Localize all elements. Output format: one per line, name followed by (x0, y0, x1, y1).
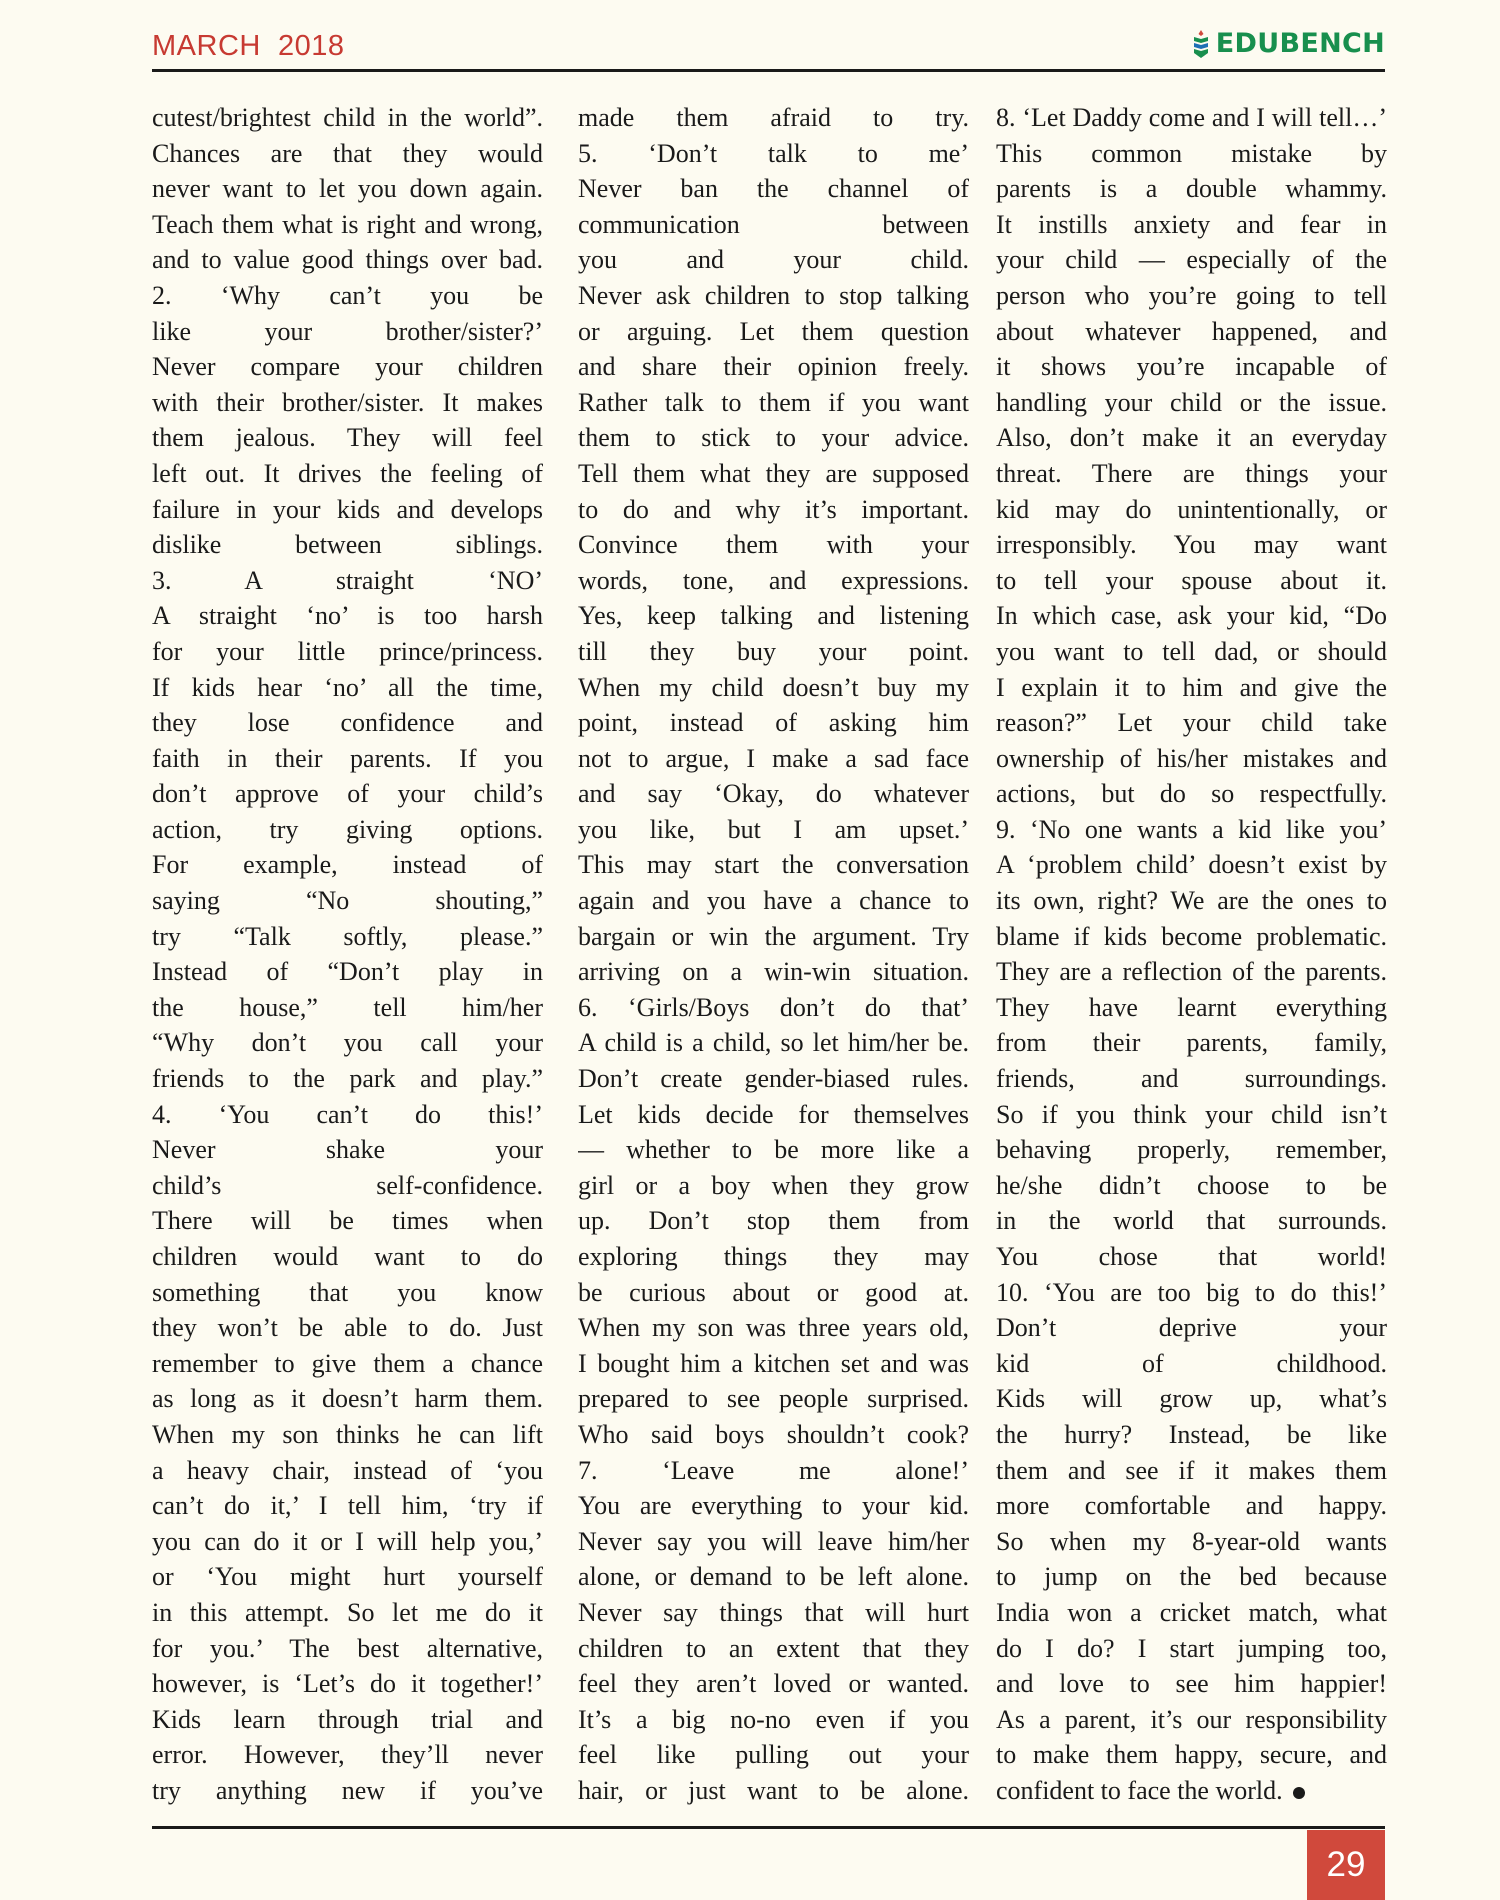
text-line: Instead of “Don’t play in (152, 957, 543, 987)
text-line: communication between (578, 209, 969, 239)
text-line: 9. ‘No one wants a kid like you’ (996, 814, 1387, 844)
text-line: left out. It drives the feeling of (152, 458, 543, 488)
text-line: alone, or demand to be left alone. (578, 1562, 969, 1592)
text-line: A child is a child, so let him/her be. (578, 1028, 969, 1058)
text-line: or arguing. Let them question (578, 316, 969, 346)
text-line: Chances are that they would (152, 138, 543, 168)
header-divider (152, 69, 1385, 72)
text-line: you can do it or I will help you,’ (152, 1526, 543, 1556)
text-line: Kids learn through trial and (152, 1704, 543, 1734)
text-line: child’s self-confidence. (152, 1170, 543, 1200)
text-line: saying “No shouting,” (152, 886, 543, 916)
text-line: When my son thinks he can lift (152, 1419, 543, 1449)
article-body (152, 100, 1385, 1810)
text-line: irresponsibly. You may want (996, 530, 1387, 560)
text-line: them to stick to your advice. (578, 423, 969, 453)
text-line: I explain it to him and give the (996, 672, 1387, 702)
text-line: prepared to see people surprised. (578, 1384, 969, 1414)
text-line: Let kids decide for themselves (578, 1099, 969, 1129)
text-line: and share their opinion freely. (578, 352, 969, 382)
text-line: be curious about or good at. (578, 1277, 969, 1307)
footer-divider (152, 1826, 1385, 1829)
text-line: 8. ‘Let Daddy come and I will tell…’ (996, 103, 1387, 132)
text-line: again and you have a chance to (578, 886, 969, 916)
text-line: 2. ‘Why can’t you be (152, 280, 543, 310)
article-column-1 (152, 100, 543, 1810)
text-line: words, tone, and expressions. (578, 565, 969, 595)
article-column-3 (996, 100, 1387, 1810)
text-line: till they buy your point. (578, 636, 969, 666)
text-line: So if you think your child isn’t (996, 1099, 1387, 1129)
text-line: it shows you’re incapable of (996, 352, 1387, 382)
text-line: hair, or just want to be alone. (578, 1775, 969, 1805)
text-line: You chose that world! (996, 1242, 1387, 1271)
brand-logo (1191, 28, 1385, 59)
text-line: person who you’re going to tell (996, 280, 1387, 310)
text-line: They are a reflection of the parents. (996, 957, 1387, 987)
text-line: handling your child or the issue. (996, 387, 1387, 417)
text-line: error. However, they’ll never (152, 1740, 543, 1770)
text-line: from their parents, family, (996, 1028, 1387, 1058)
text-line: as long as it doesn’t harm them. (152, 1384, 543, 1414)
text-line: not to argue, I make a sad face (578, 743, 969, 773)
text-line: for your little prince/princess. (152, 636, 543, 666)
text-line: exploring things they may (578, 1242, 969, 1271)
text-line: actions, but do so respectfully. (996, 779, 1387, 809)
text-line: Never compare your children (152, 352, 543, 382)
article-column-2 (578, 100, 969, 1810)
text-line: Convince them with your (578, 530, 969, 560)
text-line: they won’t be able to do. Just (152, 1313, 543, 1343)
text-line: you want to tell dad, or should (996, 636, 1387, 666)
text-line: When my son was three years old, (578, 1313, 969, 1343)
text-line: you like, but I am upset.’ (578, 814, 969, 844)
text-line: try anything new if you’ve (152, 1775, 543, 1805)
text-line: A straight ‘no’ is too harsh (152, 601, 543, 631)
text-line: can’t do it,’ I tell him, ‘try if (152, 1491, 543, 1521)
text-line: feel they aren’t loved or wanted. (578, 1669, 969, 1699)
text-line: India won a cricket match, what (996, 1597, 1387, 1627)
text-line: try “Talk softly, please.” (152, 921, 543, 951)
text-line: In which case, ask your kid, “Do (996, 601, 1387, 631)
text-line: Never ask children to stop talking (578, 280, 969, 310)
text-line: Don’t deprive your (996, 1313, 1387, 1343)
text-line: confident to face the world. (996, 1773, 1387, 1809)
text-line: It instills anxiety and fear in (996, 209, 1387, 239)
text-line: in this attempt. So let me do it (152, 1597, 543, 1627)
text-line: the hurry? Instead, be like (996, 1419, 1387, 1449)
text-line: Tell them what they are supposed (578, 458, 969, 488)
issue-date: MARCH 2018 (152, 30, 345, 62)
text-line: dislike between siblings. (152, 530, 543, 560)
text-line: for you.’ The best alternative, (152, 1633, 543, 1663)
text-line: something that you know (152, 1277, 543, 1307)
text-line: your child — especially of the (996, 245, 1387, 275)
text-line: cutest/brightest child in the world”. (152, 103, 543, 132)
text-line: friends, and surroundings. (996, 1064, 1387, 1094)
text-line: When my child doesn’t buy my (578, 672, 969, 702)
text-line: don’t approve of your child’s (152, 779, 543, 809)
text-line: or ‘You might hurt yourself (152, 1562, 543, 1592)
text-line: them and see if it makes them (996, 1455, 1387, 1485)
text-line: to make them happy, secure, and (996, 1740, 1387, 1770)
text-line: children to an extent that they (578, 1633, 969, 1663)
text-line: and to value good things over bad. (152, 245, 543, 275)
text-line: Also, don’t make it an everyday (996, 423, 1387, 453)
text-line: 7. ‘Leave me alone!’ (578, 1455, 969, 1485)
page-number: 29 (1326, 1845, 1366, 1884)
text-line: So when my 8-year-old wants (996, 1526, 1387, 1556)
text-line: you and your child. (578, 245, 969, 275)
text-line: They have learnt everything (996, 992, 1387, 1022)
text-line: them jealous. They will feel (152, 423, 543, 453)
text-line: children would want to do (152, 1242, 543, 1271)
text-line: action, try giving options. (152, 814, 543, 844)
page-number-box (1307, 1830, 1385, 1900)
text-line: Who said boys shouldn’t cook? (578, 1419, 969, 1449)
text-line: reason?” Let your child take (996, 708, 1387, 738)
text-line: kid of childhood. (996, 1348, 1387, 1378)
text-line: friends to the park and play.” (152, 1064, 543, 1094)
text-line: ownership of his/her mistakes and (996, 743, 1387, 773)
text-line: kid may do unintentionally, or (996, 494, 1387, 524)
text-line: threat. There are things your (996, 458, 1387, 488)
text-line: the house,” tell him/her (152, 992, 543, 1022)
text-line: up. Don’t stop them from (578, 1206, 969, 1236)
text-line: Don’t create gender-biased rules. (578, 1064, 969, 1094)
text-line: girl or a boy when they grow (578, 1170, 969, 1200)
text-line: For example, instead of (152, 850, 543, 880)
text-line: 5. ‘Don’t talk to me’ (578, 138, 969, 168)
text-line: more comfortable and happy. (996, 1491, 1387, 1521)
text-line: If kids hear ‘no’ all the time, (152, 672, 543, 702)
text-line: 6. ‘Girls/Boys don’t do that’ (578, 992, 969, 1022)
text-line: Never ban the channel of (578, 174, 969, 204)
text-line: — whether to be more like a (578, 1135, 969, 1165)
text-line: feel like pulling out your (578, 1740, 969, 1770)
page-header (152, 26, 1385, 70)
text-line: There will be times when (152, 1206, 543, 1236)
text-line: This common mistake by (996, 138, 1387, 168)
text-line: 10. ‘You are too big to do this!’ (996, 1277, 1387, 1307)
text-line: and love to see him happier! (996, 1669, 1387, 1699)
text-line: a heavy chair, instead of ‘you (152, 1455, 543, 1485)
text-line: Yes, keep talking and listening (578, 601, 969, 631)
text-line: they lose confidence and (152, 708, 543, 738)
text-line: Kids will grow up, what’s (996, 1384, 1387, 1414)
text-line: do I do? I start jumping too, (996, 1633, 1387, 1663)
text-line: Never say things that will hurt (578, 1597, 969, 1627)
text-line: Rather talk to them if you want (578, 387, 969, 417)
text-line: bargain or win the argument. Try (578, 921, 969, 951)
text-line: to do and why it’s important. (578, 494, 969, 524)
text-line: This may start the conversation (578, 850, 969, 880)
text-line: behaving properly, remember, (996, 1135, 1387, 1165)
text-line: “Why don’t you call your (152, 1028, 543, 1058)
text-line: its own, right? We are the ones to (996, 886, 1387, 916)
text-line: like your brother/sister?’ (152, 316, 543, 346)
text-line: remember to give them a chance (152, 1348, 543, 1378)
edubench-logo-icon (1191, 29, 1211, 59)
text-line: 4. ‘You can’t do this!’ (152, 1099, 543, 1129)
text-line: with their brother/sister. It makes (152, 387, 543, 417)
text-line: blame if kids become problematic. (996, 921, 1387, 951)
text-line: arriving on a win-win situation. (578, 957, 969, 987)
text-line: A ‘problem child’ doesn’t exist by (996, 850, 1387, 880)
text-line: Never say you will leave him/her (578, 1526, 969, 1556)
end-of-article-bullet (1293, 1787, 1305, 1799)
text-line: made them afraid to try. (578, 103, 969, 132)
brand-name: EDUBENCH (1215, 28, 1385, 59)
text-line: failure in your kids and develops (152, 494, 543, 524)
text-line: in the world that surrounds. (996, 1206, 1387, 1236)
text-line: Teach them what is right and wrong, (152, 209, 543, 239)
text-line: he/she didn’t choose to be (996, 1170, 1387, 1200)
text-line: You are everything to your kid. (578, 1491, 969, 1521)
text-line: and say ‘Okay, do whatever (578, 779, 969, 809)
text-line: 3. A straight ‘NO’ (152, 565, 543, 595)
text-line: to tell your spouse about it. (996, 565, 1387, 595)
text-line: As a parent, it’s our responsibility (996, 1704, 1387, 1734)
text-line: I bought him a kitchen set and was (578, 1348, 969, 1378)
text-line: faith in their parents. If you (152, 743, 543, 773)
text-line: point, instead of asking him (578, 708, 969, 738)
text-line: however, is ‘Let’s do it together!’ (152, 1669, 543, 1699)
text-line: never want to let you down again. (152, 174, 543, 204)
text-line: to jump on the bed because (996, 1562, 1387, 1592)
text-line: about whatever happened, and (996, 316, 1387, 346)
text-line: Never shake your (152, 1135, 543, 1165)
text-line: parents is a double whammy. (996, 174, 1387, 204)
text-line: It’s a big no-no even if you (578, 1704, 969, 1734)
